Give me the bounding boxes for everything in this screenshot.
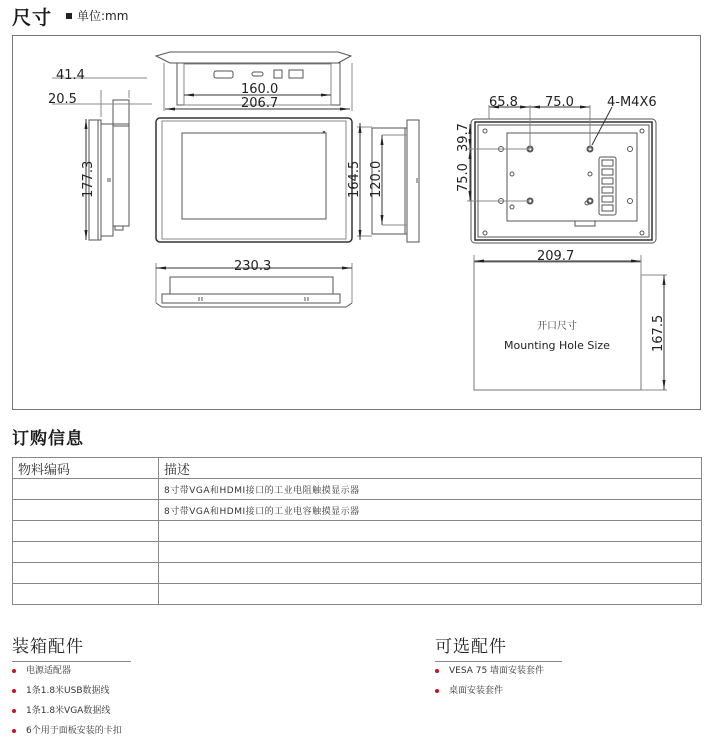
dim-41-4: 41.4 <box>56 68 85 83</box>
table-row <box>13 563 702 584</box>
square-bullet-icon <box>66 13 72 19</box>
section-title-optional: 可选配件 <box>435 637 507 657</box>
column-header-description: 描述 <box>159 458 702 479</box>
dim-20-5: 20.5 <box>48 92 77 107</box>
unit-label <box>66 7 128 24</box>
list-item <box>11 661 211 681</box>
cell-code <box>13 500 159 521</box>
cell-description: 8寸带VGA和HDMI接口的工业电阻触摸显示器 <box>159 479 702 500</box>
bullet-icon <box>12 709 16 713</box>
list-item <box>11 701 211 721</box>
list-item <box>434 661 654 681</box>
dim-120-0: 120.0 <box>369 160 384 198</box>
table-row <box>13 521 702 542</box>
list-item-text: 1条1.8米USB数据线 <box>26 686 110 696</box>
cell-code <box>13 542 159 563</box>
optional-accessories <box>435 632 562 662</box>
section-title-included: 装箱配件 <box>12 637 84 657</box>
section-title-ordering: 订购信息 <box>12 429 84 449</box>
dim-75-0-x: 75.0 <box>545 95 574 110</box>
cell-description <box>159 542 702 563</box>
right-side-view <box>357 120 419 242</box>
front-view <box>156 118 352 242</box>
table-row <box>13 584 702 605</box>
included-accessories-list <box>11 661 211 741</box>
dim-164-5: 164.5 <box>347 160 362 198</box>
cell-code <box>13 521 159 542</box>
bullet-icon <box>435 669 439 673</box>
dim-177-3: 177.3 <box>81 160 96 198</box>
section-title-dimensions: 尺寸 <box>12 7 53 29</box>
dim-167-5: 167.5 <box>651 314 666 352</box>
bullet-icon <box>12 689 16 693</box>
table-row <box>13 500 702 521</box>
cutout-label-cn: 开口尺寸 <box>537 321 577 332</box>
cell-code <box>13 479 159 500</box>
unit-text: 单位:mm <box>77 9 129 23</box>
bullet-icon <box>12 669 16 673</box>
list-item <box>11 681 211 701</box>
dim-160-0: 160.0 <box>241 82 279 97</box>
list-item-text: 6个用于面板安装的卡扣 <box>26 726 122 736</box>
table-row <box>13 542 702 563</box>
dimension-drawing <box>12 35 701 410</box>
cell-code <box>13 563 159 584</box>
dim-39-7: 39.7 <box>456 123 471 152</box>
cell-description <box>159 563 702 584</box>
dim-209-7: 209.7 <box>537 249 575 264</box>
cell-description <box>159 521 702 542</box>
ordering-table <box>12 457 702 605</box>
list-item <box>434 681 654 701</box>
bullet-icon <box>435 689 439 693</box>
list-item-text: 1条1.8米VGA数据线 <box>26 706 111 716</box>
table-row <box>13 479 702 500</box>
dim-206-7: 206.7 <box>241 96 279 111</box>
included-accessories <box>12 632 131 662</box>
table-header-row <box>13 458 702 479</box>
optional-accessories-list <box>434 661 654 701</box>
column-header-code: 物料编码 <box>13 458 159 479</box>
dim-75-0-y: 75.0 <box>456 163 471 192</box>
dim-65-8: 65.8 <box>489 95 518 110</box>
list-item-text: VESA 75 墙面安装套件 <box>449 666 545 676</box>
list-item-text: 电源适配器 <box>26 666 72 676</box>
list-item <box>11 721 211 741</box>
cell-description <box>159 584 702 605</box>
list-item-text: 桌面安装套件 <box>449 686 504 696</box>
cell-code <box>13 584 159 605</box>
back-view <box>467 105 656 243</box>
dim-screw-spec: 4-M4X6 <box>607 95 657 110</box>
cutout-label-en: Mounting Hole Size <box>504 339 610 352</box>
dim-230-3: 230.3 <box>234 259 272 274</box>
bullet-icon <box>12 729 16 733</box>
cell-description: 8寸带VGA和HDMI接口的工业电容触摸显示器 <box>159 500 702 521</box>
